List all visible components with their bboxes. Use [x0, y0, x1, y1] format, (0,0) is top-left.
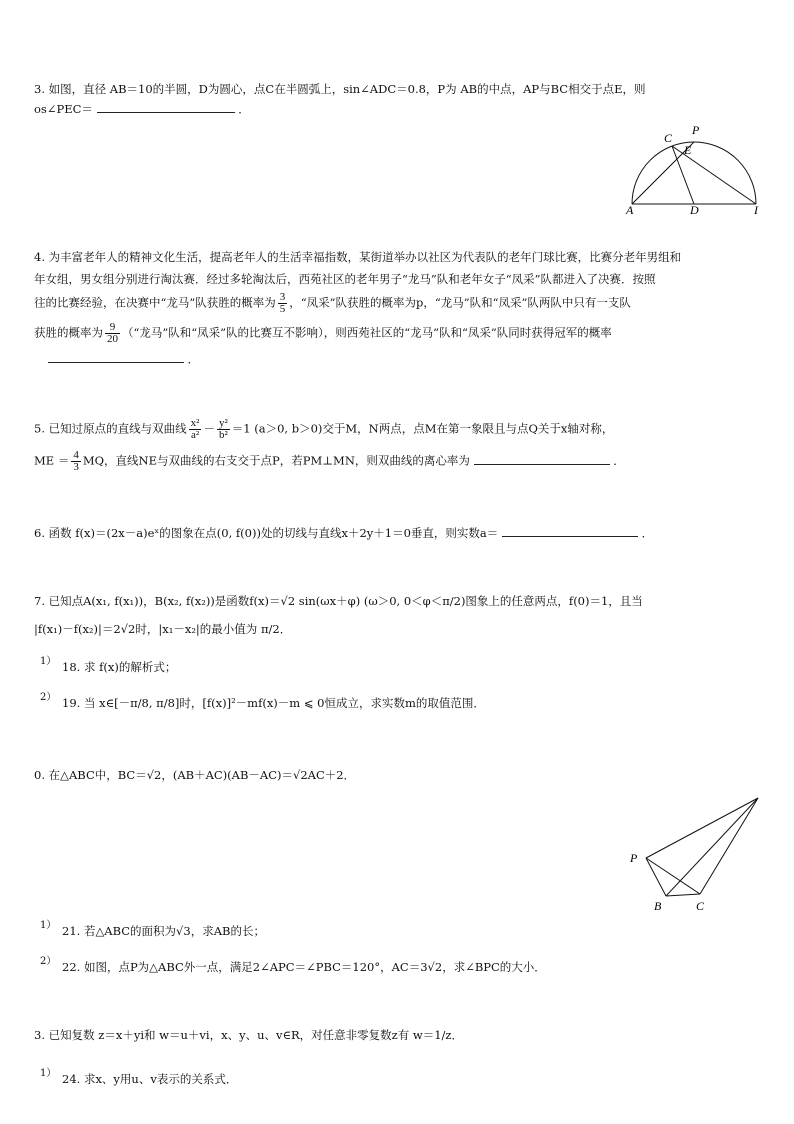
q15-line2 [34, 450, 625, 473]
q13-prefix: os∠PEC＝ [34, 102, 93, 116]
q14-line4b: （“龙马”队和“凤采”队的比赛互不影响），则西苑社区的“龙马”队和“凤采”队同时获得冠军的概率 [122, 325, 612, 340]
answer-blank-15[interactable] [474, 452, 610, 465]
label-B: B [654, 899, 662, 913]
q13-suffix: ． [238, 102, 250, 116]
semicircle-figure [620, 124, 770, 216]
label-C: C [664, 131, 673, 145]
label-D: D [690, 203, 699, 216]
q14-suffix: ． [187, 352, 200, 366]
label-B: I [754, 203, 758, 216]
q23-line1: 3. 已知复数 z＝x＋yi和 w＝u＋vi，x、y、u、v∈R，对任意非零复数z有 w＝1/z． [34, 1028, 463, 1042]
fraction-3-5 [278, 292, 288, 315]
q15-line1b: ＝1 (a＞0, b＞0)交于M，N两点，点M在第一象限且与点Q关于x轴对称， [231, 421, 614, 436]
answer-blank-13[interactable] [97, 100, 235, 113]
q14-line3a: 往的比赛经验，在决赛中“龙马”队获胜的概率为 [34, 295, 276, 310]
fraction-9-20 [105, 322, 120, 345]
q17-sub2: 19. 当 x∈[－π/8, π/8]时，[f(x)]²－mf(x)－m ⩽ 0恒成立，求实数m的取值范围． [62, 696, 485, 710]
fraction-4-3: $\frac{4}{3}$ [73, 449, 79, 473]
fraction-x2-a2: $\frac{\text{x²}}{\text{a²}}$ [190, 417, 200, 441]
q14-line3 [34, 292, 631, 315]
q14-line1: 4. 为丰富老年人的精神文化生活，提高老年人的生活幸福指数，某街道举办以社区为代表队的老年门球比赛，比赛分老年男组和 [34, 250, 682, 264]
label-A: A [626, 203, 634, 216]
label-E: E [684, 143, 692, 157]
q15-line2b: MQ，直线NE与双曲线的右支交于点P，若PM⊥MN，则双曲线的离心率为 [82, 453, 470, 468]
q20-sub2-num: 2） [40, 956, 57, 967]
q15-line1: 5. 已知过原点的直线与双曲线 $\frac{\text{x²}}{\text{a²}}$ － $\frac{\text{y²}}{\text{b²}}$ ＝1 (a＞0, b＞0)交于M，N两点，点M在第一象限且与点Q关于x轴对称， [34, 417, 614, 441]
q16-text: 6. 函数 f(x)＝(2x－a)eˣ的图象在点(0, f(0))处的切线与直线x＋2y＋1＝0垂直，则实数a＝ [34, 526, 499, 540]
q14-line4 [34, 322, 612, 345]
q20-sub2: 22. 如图，点P为△ABC外一点，满足2∠APC＝∠PBC＝120°，AC＝3√2，求∠BPC的大小． [62, 960, 546, 974]
answer-blank-14[interactable] [48, 350, 184, 363]
q17-line1: 7. 已知点A(x₁, f(x₁))，B(x₂, f(x₂))是函数f(x)＝√2 sin(ωx＋φ) (ω＞0, 0＜φ＜π/2)图象上的任意两点，f(0)＝1，且当 [34, 594, 643, 608]
q17-sub1: 18. 求 f(x)的解析式； [62, 660, 177, 674]
triangle-figure [626, 792, 766, 916]
q14-line2: 年女组，男女组分别进行淘汰赛．经过多轮淘汰后，西苑社区的老年男子“龙马”队和老年女子“凤采”队都进入了决赛．按照 [34, 272, 656, 286]
q14-line3b: ，“凤采”队获胜的概率为p，“龙马”队和“凤采”队两队中只有一支队 [289, 295, 631, 310]
frac-num: 3 [279, 291, 286, 303]
label-P: P [630, 851, 638, 865]
q16-suffix: ． [641, 526, 654, 540]
q14-line4a: 获胜的概率为 [34, 325, 103, 340]
fraction-y2-b2: $\frac{\text{y²}}{\text{b²}}$ [218, 417, 228, 441]
q15-suffix: ． [613, 453, 625, 468]
frac-den: 5 [279, 303, 286, 315]
q14-line5 [34, 350, 199, 368]
q13-line1: 3. 如图，直径 AB＝10的半圆，D为圆心，点C在半圆弧上，sin∠ADC＝0.8，P为 AB的中点，AP与BC相交于点E，则 [34, 82, 646, 96]
q20-sub1-num: 1） [40, 920, 57, 931]
frac-den: 20 [107, 333, 118, 345]
q23-sub1-num: 1） [40, 1068, 57, 1079]
label-P: P [692, 124, 700, 137]
q20-sub1: 21. 若△ABC的面积为√3，求AB的长； [62, 924, 265, 938]
q15-line1a: 5. 已知过原点的直线与双曲线 [34, 421, 187, 436]
label-C: C [696, 899, 705, 913]
q15-line2a: ME ＝ [34, 453, 70, 468]
q17-sub2-num: 2） [40, 692, 57, 703]
answer-blank-16[interactable] [502, 524, 638, 537]
q17-sub1-num: 1） [40, 656, 57, 667]
q13-line2 [34, 100, 250, 118]
q20-line1: 0. 在△ABC中，BC＝√2，(AB＋AC)(AB－AC)＝√2AC＋2． [34, 768, 356, 782]
q16-line1 [34, 524, 653, 542]
frac-num: 9 [105, 322, 120, 334]
q17-line2: |f(x₁)－f(x₂)|＝2√2时，|x₁－x₂|的最小值为 π/2． [34, 622, 292, 636]
q23-sub1: 24. 求x、y用u、v表示的关系式． [62, 1072, 238, 1086]
